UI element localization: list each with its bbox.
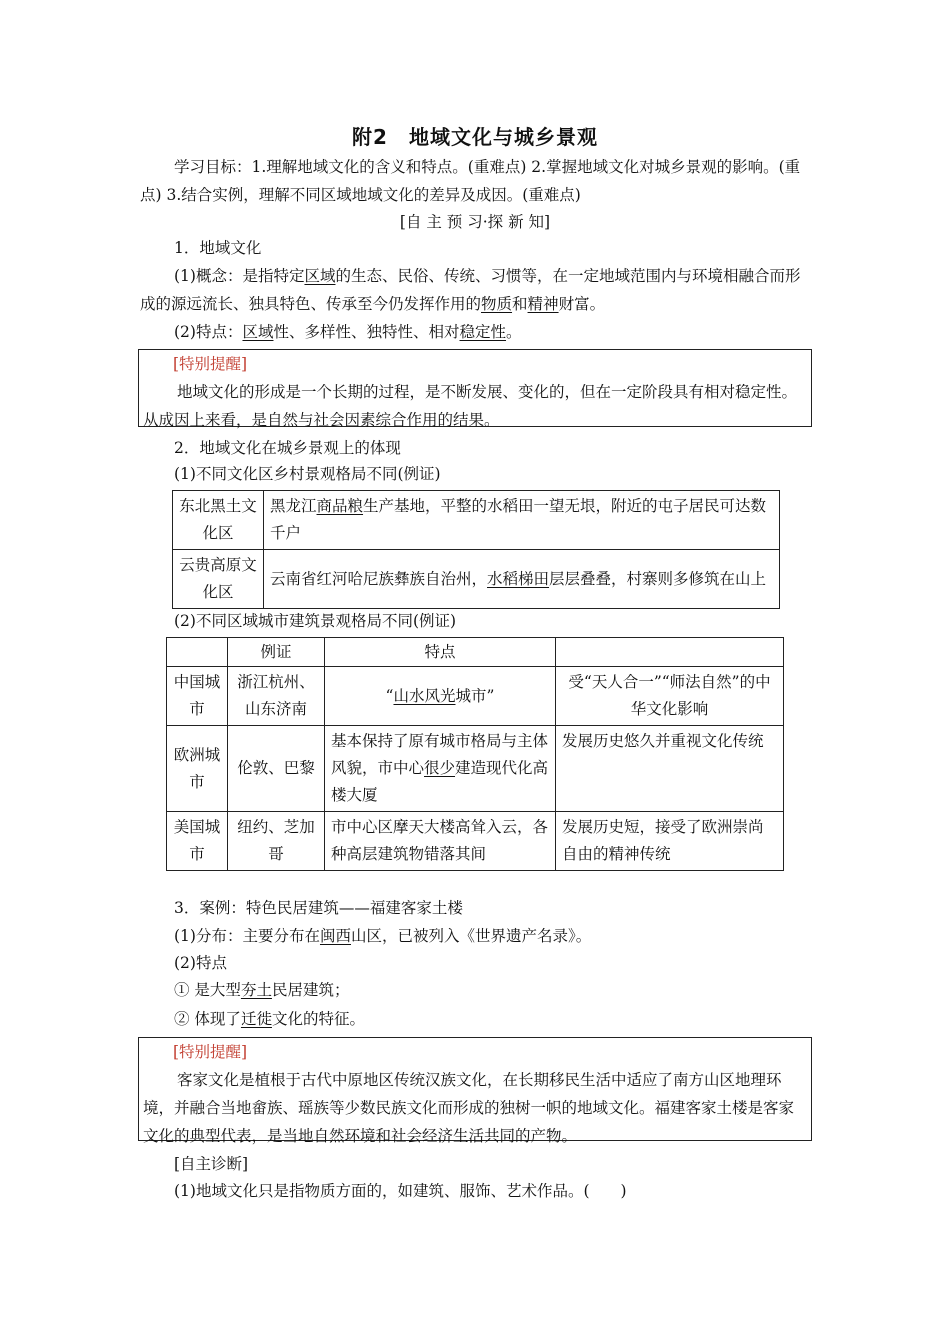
table-cell-region: 中国城市 — [167, 667, 228, 726]
diagnosis-question-1: (1)地域文化只是指物质方面的，如建筑、服饰、艺术作品。( ) — [174, 1182, 627, 1200]
table-cell-region: 欧洲城市 — [167, 726, 228, 812]
s1-features: (2)特点：区域性、多样性、独特性、相对稳定性。 — [174, 323, 522, 341]
table-row — [173, 491, 780, 550]
table-header-row — [167, 638, 784, 667]
table-row — [173, 550, 780, 609]
s3-distribution: (1)分布：主要分布在闽西山区，已被列入《世界遗产名录》。 — [174, 927, 592, 945]
tip-text: 客家文化是植根于古代中原地区传统汉族文化，在长期移民生活中适应了南方山区地理环境，并融合当地畲族、瑶族等少数民族文化而形成的独树一帜的地域文化。福建客家土楼是客家文化的典型代表，是当地自然环境和社会经济生活共同的产物。 — [143, 1071, 795, 1145]
table-cell-region: 云贵高原文化区 — [173, 550, 264, 609]
s2-sub1: (1)不同文化区乡村景观格局不同(例证) — [174, 465, 441, 483]
tip-tag: [特别提醒] — [173, 1043, 248, 1061]
s3-feature-title: (2)特点 — [174, 954, 227, 972]
header-cell: 特点 — [325, 638, 556, 667]
table-cell-examples: 纽约、芝加哥 — [228, 812, 325, 871]
learning-objectives: 学习目标：1.理解地域文化的含义和特点。(重难点) 2.掌握地域文化对城乡景观的影响。(重点) 3.结合实例，理解不同区域地域文化的差异及成因。(重难点) — [140, 158, 801, 204]
tip-box-2 — [138, 1037, 812, 1145]
s3-feature-2: ② 体现了迁徙文化的特征。 — [174, 1010, 365, 1028]
header-cell: 例证 — [228, 638, 325, 667]
table-row — [167, 667, 784, 726]
answer-blank: 区域 — [304, 267, 336, 285]
table-cell-feature: 基本保持了原有城市格局与主体风貌，市中心很少建造现代化高楼大厦 — [325, 726, 556, 812]
s1-concept: (1)概念：是指特定区域的生态、民俗、传统、习惯等，在一定地域范围内与环境相融合而形成的源远流长、独具特色、传承至今仍发挥作用的物质和精神财富。 — [140, 267, 801, 313]
table-cell-cause: 受“天人合一”“师法自然”的中华文化影响 — [556, 667, 784, 726]
table-cell-examples: 伦敦、巴黎 — [228, 726, 325, 812]
table-cell-cause: 发展历史悠久并重视文化传统 — [556, 726, 784, 812]
table-cell-examples: 浙江杭州、山东济南 — [228, 667, 325, 726]
answer-blank: 稳定性 — [459, 323, 507, 341]
table-cell-feature: “山水风光城市” — [325, 667, 556, 726]
rural-landscape-table — [172, 490, 780, 609]
tip-text: 地域文化的形成是一个长期的过程，是不断发展、变化的，但在一定阶段具有相对稳定性。从成因上来看，是自然与社会因素综合作用的结果。 — [143, 383, 798, 429]
table-cell-desc: 云南省红河哈尼族彝族自治州，水稻梯田层层叠叠，村寨则多修筑在山上 — [264, 550, 780, 609]
s1-heading: 1．地域文化 — [174, 239, 262, 257]
diagnosis-label: [自主诊断] — [174, 1155, 249, 1173]
answer-blank: 精神 — [527, 295, 559, 313]
table-row — [167, 812, 784, 871]
s3-feature-1: ① 是大型夯土民居建筑； — [174, 981, 350, 999]
answer-blank: 物质 — [481, 295, 513, 313]
s2-sub2: (2)不同区域城市建筑景观格局不同(例证) — [174, 612, 457, 630]
table-cell-cause: 发展历史短，接受了欧洲崇尚自由的精神传统 — [556, 812, 784, 871]
table-cell-desc: 黑龙江商品粮生产基地，平整的水稻田一望无垠，附近的屯子居民可达数千户 — [264, 491, 780, 550]
table-cell-region: 东北黑土文化区 — [173, 491, 264, 550]
tip-tag: [特别提醒] — [173, 355, 248, 373]
tip-box-1 — [138, 349, 812, 427]
s2-heading: 2．地域文化在城乡景观上的体现 — [174, 439, 401, 457]
page-title: 附2 地域文化与城乡景观 — [352, 125, 598, 149]
answer-blank: 区域 — [242, 323, 274, 341]
table-cell-feature: 市中心区摩天大楼高耸入云，各种高层建筑物错落其间 — [325, 812, 556, 871]
urban-landscape-table — [166, 637, 784, 871]
table-cell-region: 美国城市 — [167, 812, 228, 871]
s3-heading: 3．案例：特色民居建筑——福建客家土楼 — [174, 899, 463, 917]
table-row — [167, 726, 784, 812]
section-header: [自 主 预 习·探 新 知] — [399, 213, 551, 231]
